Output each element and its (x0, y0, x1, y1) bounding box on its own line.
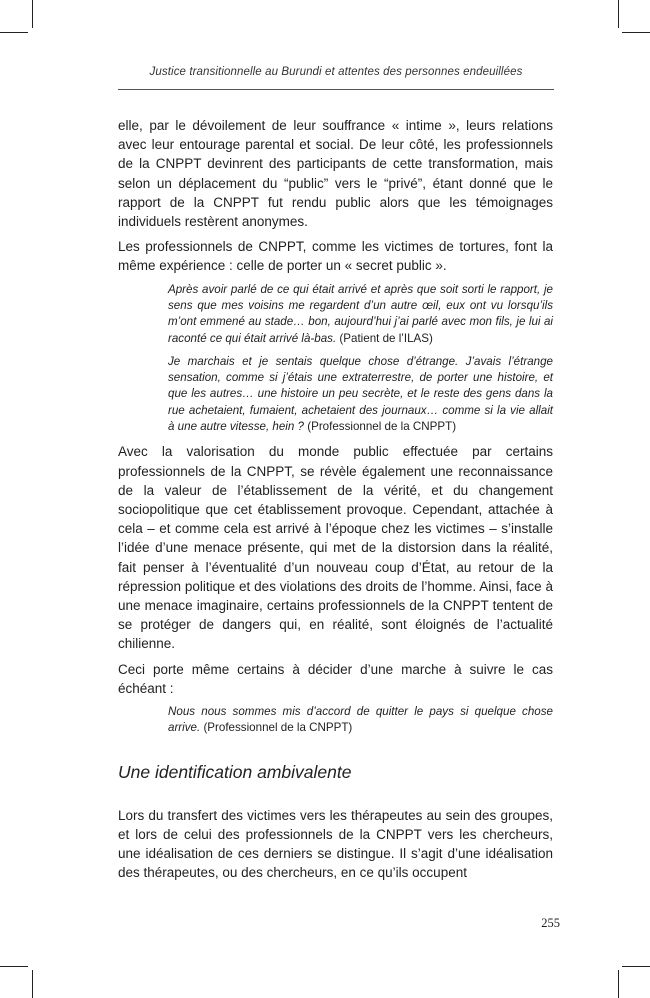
quote-source: (Professionnel de la CNPPT) (203, 721, 353, 735)
page-number: 255 (541, 916, 560, 930)
quote-text: Je marchais et je sentais quelque chose d’étrange. J’avais l’étrange sensation, comme si j’étais une extraterrestre, de porter une histoire, et que les autres… une histoire un peu secrète, et le reste des gens dans la rue achetaient, fumaient, achetaient des journaux… comme si la vie allait à une autre vitesse, hein ? (168, 354, 553, 433)
quote-source: (Patient de l’ILAS) (339, 331, 433, 345)
crop-mark (0, 966, 28, 967)
crop-mark (0, 32, 28, 33)
paragraph: elle, par le dévoilement de leur souffrance « intime », leurs relations avec leur entourage parental et social. De leur côté, les professionnels de la CNPPT devinrent des participants de cette transformation, mais selon un déplacement du “public” vers le “privé”, étant donné que le rapport de la CNPPT fut rendu public alors que les témoignages individuels restèrent anonymes. (118, 118, 553, 230)
crop-mark (32, 970, 33, 998)
running-head: Justice transitionnelle au Burundi et attentes des personnes endeuillées (149, 66, 523, 78)
paragraph: Lors du transfert des victimes vers les thérapeutes au sein des groupes, et lors de celui des professionnels de la CNPPT vers les chercheurs, une idéalisation de ces derniers se distingue. Il s’agit d’une idéalisation des thérapeutes, ou des chercheurs, en ce qu’ils occupent (118, 807, 553, 881)
crop-mark (622, 966, 650, 967)
quote-source: (Professionnel de la CNPPT) (307, 420, 457, 433)
header-rule (118, 89, 554, 90)
crop-mark (32, 0, 33, 28)
page-body (118, 116, 553, 889)
crop-mark (618, 970, 619, 998)
paragraph: Ceci porte même certains à décider d’une marche à suivre le cas échéant : (118, 661, 553, 696)
crop-mark (618, 0, 619, 28)
block-quote (168, 354, 553, 435)
block-quote (168, 704, 553, 737)
quote-text: Après avoir parlé de ce qui était arrivé et après que soit sorti le rapport, je sens que mes voisins me regardent d’un autre œil, eux ont vu lorsqu’ils m’ont emmené au stade… bon, aujourd’hui j’ai parlé avec mon fils, je lui ai raconté ce qui était arrivé là-bas. (168, 282, 553, 345)
section-heading: Une identification ambivalente (118, 761, 352, 782)
block-quote (168, 282, 553, 347)
quote-text: Nous nous sommes mis d’accord de quitter le pays si quelque chose arrive. (168, 704, 553, 735)
crop-mark (622, 32, 650, 33)
paragraph: Avec la valorisation du monde public effectuée par certains professionnels de la CNPPT, se révèle également une reconnaissance de la valeur de l’établissement de la vérité, et du changement sociopolitique que cet établissement provoque. Cependant, attachée à cela – et comme cela est arrivé à l’époque chez les victimes – s’installe l’idée d’une menace présente, qui met de la distorsion dans la réalité, fait penser à l’éventualité d’un nouveau coup d’État, au retour de la répression politique et des violations des droits de l’homme. Ainsi, face à une menace imaginaire, certains professionnels de la CNPPT tentent de se protéger de dangers qui, en réalité, sont éloignés de l’actualité chilienne. (118, 444, 553, 652)
paragraph: Les professionnels de CNPPT, comme les victimes de tortures, font la même expérience : celle de porter un « secret public ». (118, 239, 553, 274)
